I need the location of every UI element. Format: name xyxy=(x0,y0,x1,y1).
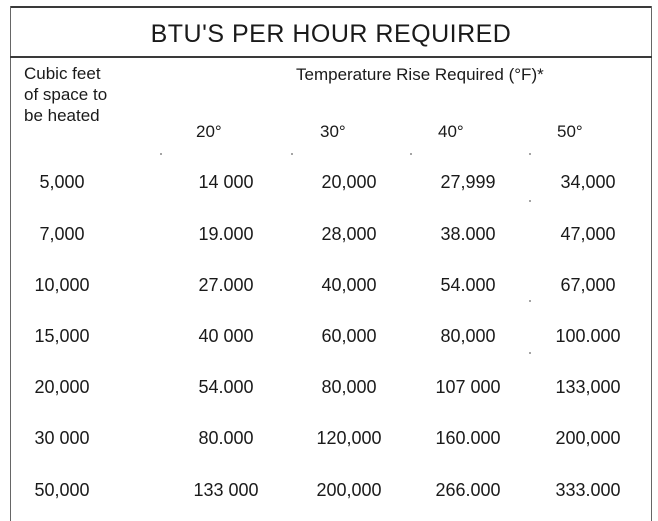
cubic-feet-cell: 7,000 xyxy=(39,224,85,244)
btu-value-cell: 60,000 xyxy=(321,326,377,346)
btu-value-cell: 47,000 xyxy=(560,224,616,244)
btu-value-cell: 40,000 xyxy=(321,275,377,295)
scan-speck xyxy=(529,300,531,302)
btu-value-cell: 54.000 xyxy=(198,377,254,397)
cubic-feet-cell: 50,000 xyxy=(34,480,90,500)
scan-speck xyxy=(529,153,531,155)
temperature-rise-header: Temperature Rise Required (°F)* xyxy=(296,65,544,84)
btu-value-cell: 200,000 xyxy=(316,480,382,500)
title-divider xyxy=(10,56,652,58)
scan-speck xyxy=(529,352,531,354)
table-title: BTU'S PER HOUR REQUIRED xyxy=(150,20,512,48)
btu-value-cell: 34,000 xyxy=(560,172,616,192)
degree-column-header: 50° xyxy=(557,122,583,141)
btu-value-cell: 28,000 xyxy=(321,224,377,244)
btu-value-cell: 19.000 xyxy=(198,224,254,244)
space-header-line: Cubic feet xyxy=(24,64,101,83)
btu-value-cell: 333.000 xyxy=(555,480,621,500)
btu-value-cell: 160.000 xyxy=(435,428,501,448)
scan-speck xyxy=(410,153,412,155)
cubic-feet-cell: 10,000 xyxy=(34,275,90,295)
top-border xyxy=(10,6,652,8)
cubic-feet-cell: 15,000 xyxy=(34,326,90,346)
space-header-line: be heated xyxy=(24,106,100,125)
btu-value-cell: 80.000 xyxy=(198,428,254,448)
space-column-header xyxy=(24,63,107,126)
cubic-feet-cell: 5,000 xyxy=(39,172,85,192)
degree-column-header: 20° xyxy=(196,122,222,141)
degree-column-header: 30° xyxy=(320,122,346,141)
btu-value-cell: 40 000 xyxy=(198,326,254,346)
btu-value-cell: 38.000 xyxy=(440,224,496,244)
btu-value-cell: 67,000 xyxy=(560,275,616,295)
btu-value-cell: 266.000 xyxy=(435,480,501,500)
btu-value-cell: 80,000 xyxy=(440,326,496,346)
btu-value-cell: 100.000 xyxy=(555,326,621,346)
btu-value-cell: 80,000 xyxy=(321,377,377,397)
degree-column-header: 40° xyxy=(438,122,464,141)
scan-speck xyxy=(160,153,162,155)
btu-value-cell: 133,000 xyxy=(555,377,621,397)
btu-value-cell: 14 000 xyxy=(198,172,254,192)
cubic-feet-cell: 30 000 xyxy=(34,428,90,448)
btu-value-cell: 133 000 xyxy=(193,480,259,500)
scan-speck xyxy=(529,200,531,202)
right-border xyxy=(651,6,652,521)
btu-value-cell: 107 000 xyxy=(435,377,501,397)
btu-value-cell: 27,999 xyxy=(440,172,496,192)
btu-value-cell: 54.000 xyxy=(440,275,496,295)
space-header-line: of space to xyxy=(24,85,108,104)
btu-value-cell: 27.000 xyxy=(198,275,254,295)
btu-value-cell: 120,000 xyxy=(316,428,382,448)
btu-value-cell: 200,000 xyxy=(555,428,621,448)
cubic-feet-cell: 20,000 xyxy=(34,377,90,397)
scan-speck xyxy=(291,153,293,155)
btu-value-cell: 20,000 xyxy=(321,172,377,192)
